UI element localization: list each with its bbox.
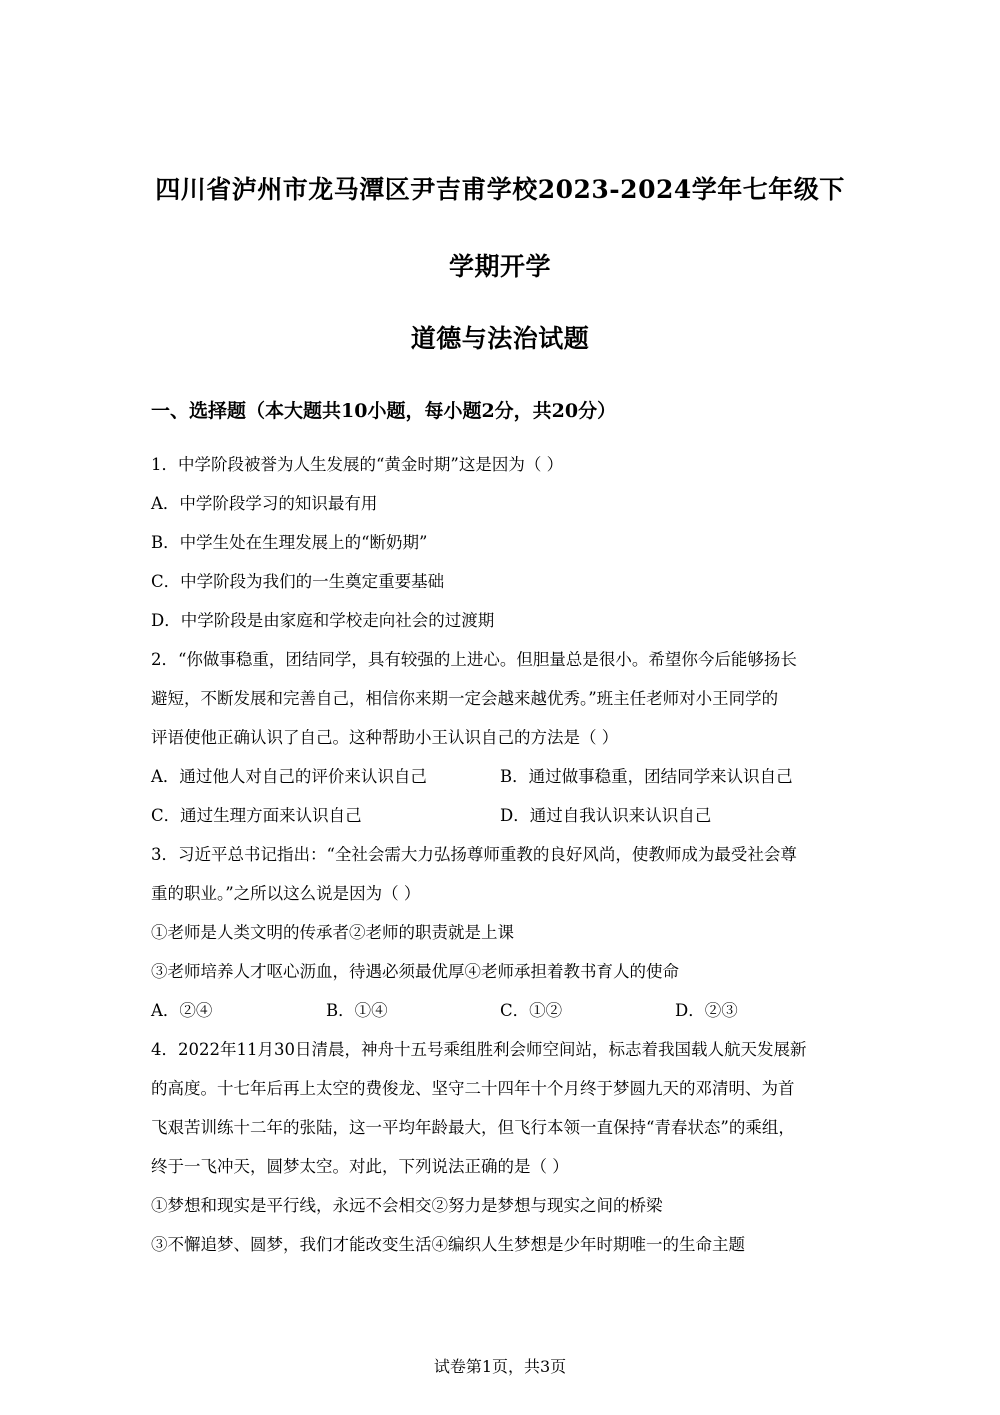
question-4-stem-line-1: 4．2022年11月30日清晨，神舟十五号乘组胜利会师空间站，标志着我国载人航天发展新 bbox=[151, 1040, 807, 1059]
question-4-stem-line-4: 终于一飞冲天，圆梦太空。对此，下列说法正确的是（ ） bbox=[151, 1157, 569, 1176]
question-2-stem-line-3: 评语使他正确认识了自己。这种帮助小王认识自己的方法是（ ） bbox=[151, 728, 619, 747]
question-3-statements-2: ③老师培养人才呕心沥血，待遇必须最优厚④老师承担着教书育人的使命 bbox=[151, 962, 679, 981]
exam-subject-title: 道德与法治试题 bbox=[410, 324, 590, 353]
question-3-option-b: B．①④ bbox=[326, 1001, 388, 1020]
question-2-option-c: C．通过生理方面来认识自己 bbox=[151, 806, 362, 825]
question-2-option-a: A．通过他人对自己的评价来认识自己 bbox=[151, 767, 427, 786]
question-1-option-d: D．中学阶段是由家庭和学校走向社会的过渡期 bbox=[151, 611, 495, 630]
section-heading: 一、选择题（本大题共10小题，每小题2分，共20分） bbox=[151, 400, 617, 422]
question-1-stem: 1．中学阶段被誉为人生发展的“黄金时期”这是因为（ ） bbox=[151, 455, 564, 474]
question-3-option-d: D．②③ bbox=[675, 1001, 738, 1020]
question-3-stem-line-1: 3．习近平总书记指出：“全社会需大力弘扬尊师重教的良好风尚，使教师成为最受社会尊 bbox=[151, 845, 797, 864]
question-3-statements-1: ①老师是人类文明的传承者②老师的职责就是上课 bbox=[151, 923, 514, 942]
question-1-option-a: A．中学阶段学习的知识最有用 bbox=[151, 494, 378, 513]
question-4-stem-line-2: 的高度。十七年后再上太空的费俊龙、坚守二十四年十个月终于梦圆九天的邓清明、为首 bbox=[151, 1079, 795, 1098]
question-2-option-d: D．通过自我认识来认识自己 bbox=[500, 806, 712, 825]
question-1-option-c: C．中学阶段为我们的一生奠定重要基础 bbox=[151, 572, 445, 591]
question-4-statements-1: ①梦想和现实是平行线，永远不会相交②努力是梦想与现实之间的桥梁 bbox=[151, 1196, 663, 1215]
question-3-stem-line-2: 重的职业。”之所以这么说是因为（ ） bbox=[151, 884, 421, 903]
exam-title-line-1: 四川省泸州市龙马潭区尹吉甫学校2023-2024学年七年级下 bbox=[155, 175, 845, 204]
question-4-stem-line-3: 飞艰苦训练十二年的张陆，这一平均年龄最大，但飞行本领一直保持“青春状态”的乘组， bbox=[151, 1118, 795, 1137]
question-1-option-b: B．中学生处在生理发展上的“断奶期” bbox=[151, 533, 428, 552]
question-3-option-a: A．②④ bbox=[151, 1001, 213, 1020]
question-3-option-c: C．①② bbox=[500, 1001, 563, 1020]
question-2-stem-line-1: 2．“你做事稳重，团结同学，具有较强的上进心。但胆量总是很小。希望你今后能够扬长 bbox=[151, 650, 797, 669]
question-2-stem-line-2: 避短，不断发展和完善自己，相信你来期一定会越来越优秀。”班主任老师对小王同学的 bbox=[151, 689, 779, 708]
question-4-statements-2: ③不懈追梦、圆梦，我们才能改变生活④编织人生梦想是少年时期唯一的生命主题 bbox=[151, 1235, 745, 1254]
exam-title-line-2: 学期开学 bbox=[448, 252, 551, 281]
question-2-option-b: B．通过做事稳重，团结同学来认识自己 bbox=[500, 767, 793, 786]
page-footer: 试卷第1页，共3页 bbox=[433, 1357, 567, 1376]
